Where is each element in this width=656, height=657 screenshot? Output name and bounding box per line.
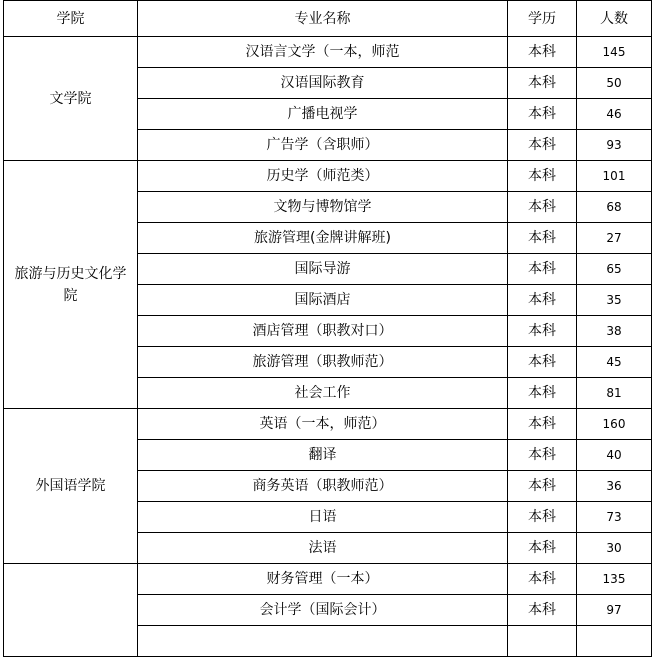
count-cell: 36: [577, 471, 652, 502]
degree-cell: 本科: [508, 409, 577, 440]
degree-cell: 本科: [508, 161, 577, 192]
degree-cell: 本科: [508, 223, 577, 254]
count-cell: 50: [577, 68, 652, 99]
count-cell: 46: [577, 99, 652, 130]
count-cell: 27: [577, 223, 652, 254]
count-cell: 73: [577, 502, 652, 533]
major-cell: 国际导游: [138, 254, 508, 285]
major-cell: 汉语国际教育: [138, 68, 508, 99]
count-cell: 65: [577, 254, 652, 285]
major-cell: 旅游管理（职教师范）: [138, 347, 508, 378]
count-cell: 145: [577, 37, 652, 68]
degree-cell: 本科: [508, 192, 577, 223]
major-cell: 历史学（师范类）: [138, 161, 508, 192]
degree-cell: 本科: [508, 285, 577, 316]
degree-cell: 本科: [508, 595, 577, 626]
college-cell: [4, 564, 138, 657]
count-cell: 135: [577, 564, 652, 595]
degree-cell: 本科: [508, 68, 577, 99]
degree-cell: 本科: [508, 316, 577, 347]
college-cell: 外国语学院: [4, 409, 138, 564]
major-cell: 广告学（含职师）: [138, 130, 508, 161]
count-cell: 93: [577, 130, 652, 161]
enrollment-table: [3, 0, 652, 657]
count-cell: 81: [577, 378, 652, 409]
degree-cell-partial: [508, 626, 577, 657]
header-count: 人数: [577, 1, 652, 37]
degree-cell: 本科: [508, 440, 577, 471]
major-cell: 社会工作: [138, 378, 508, 409]
count-cell: 45: [577, 347, 652, 378]
major-cell: 酒店管理（职教对口）: [138, 316, 508, 347]
major-cell: 会计学（国际会计）: [138, 595, 508, 626]
major-cell: 商务英语（职教师范）: [138, 471, 508, 502]
table-row: [4, 564, 652, 595]
degree-cell: 本科: [508, 37, 577, 68]
degree-cell: 本科: [508, 130, 577, 161]
header-college: 学院: [4, 1, 138, 37]
count-cell: 97: [577, 595, 652, 626]
major-cell: 国际酒店: [138, 285, 508, 316]
count-cell: 101: [577, 161, 652, 192]
major-cell: 广播电视学: [138, 99, 508, 130]
count-cell: 35: [577, 285, 652, 316]
count-cell: 40: [577, 440, 652, 471]
major-cell: 法语: [138, 533, 508, 564]
college-cell: 文学院: [4, 37, 138, 161]
degree-cell: 本科: [508, 471, 577, 502]
degree-cell: 本科: [508, 347, 577, 378]
table-row: [4, 161, 652, 192]
table-row: [4, 37, 652, 68]
degree-cell: 本科: [508, 533, 577, 564]
count-cell: 160: [577, 409, 652, 440]
major-cell: 日语: [138, 502, 508, 533]
major-cell: 财务管理（一本）: [138, 564, 508, 595]
degree-cell: 本科: [508, 564, 577, 595]
count-cell: 38: [577, 316, 652, 347]
major-cell-partial: [138, 626, 508, 657]
header-major: 专业名称: [138, 1, 508, 37]
count-cell: 68: [577, 192, 652, 223]
major-cell: 翻译: [138, 440, 508, 471]
degree-cell: 本科: [508, 254, 577, 285]
major-cell: 汉语言文学（一本，师范: [138, 37, 508, 68]
degree-cell: 本科: [508, 99, 577, 130]
major-cell: 文物与博物馆学: [138, 192, 508, 223]
count-cell: 30: [577, 533, 652, 564]
header-degree: 学历: [508, 1, 577, 37]
header-row: [4, 1, 652, 37]
degree-cell: 本科: [508, 378, 577, 409]
degree-cell: 本科: [508, 502, 577, 533]
table-row: [4, 409, 652, 440]
college-cell: 旅游与历史文化学院: [4, 161, 138, 409]
count-cell-partial: [577, 626, 652, 657]
major-cell: 旅游管理(金牌讲解班): [138, 223, 508, 254]
major-cell: 英语（一本，师范）: [138, 409, 508, 440]
